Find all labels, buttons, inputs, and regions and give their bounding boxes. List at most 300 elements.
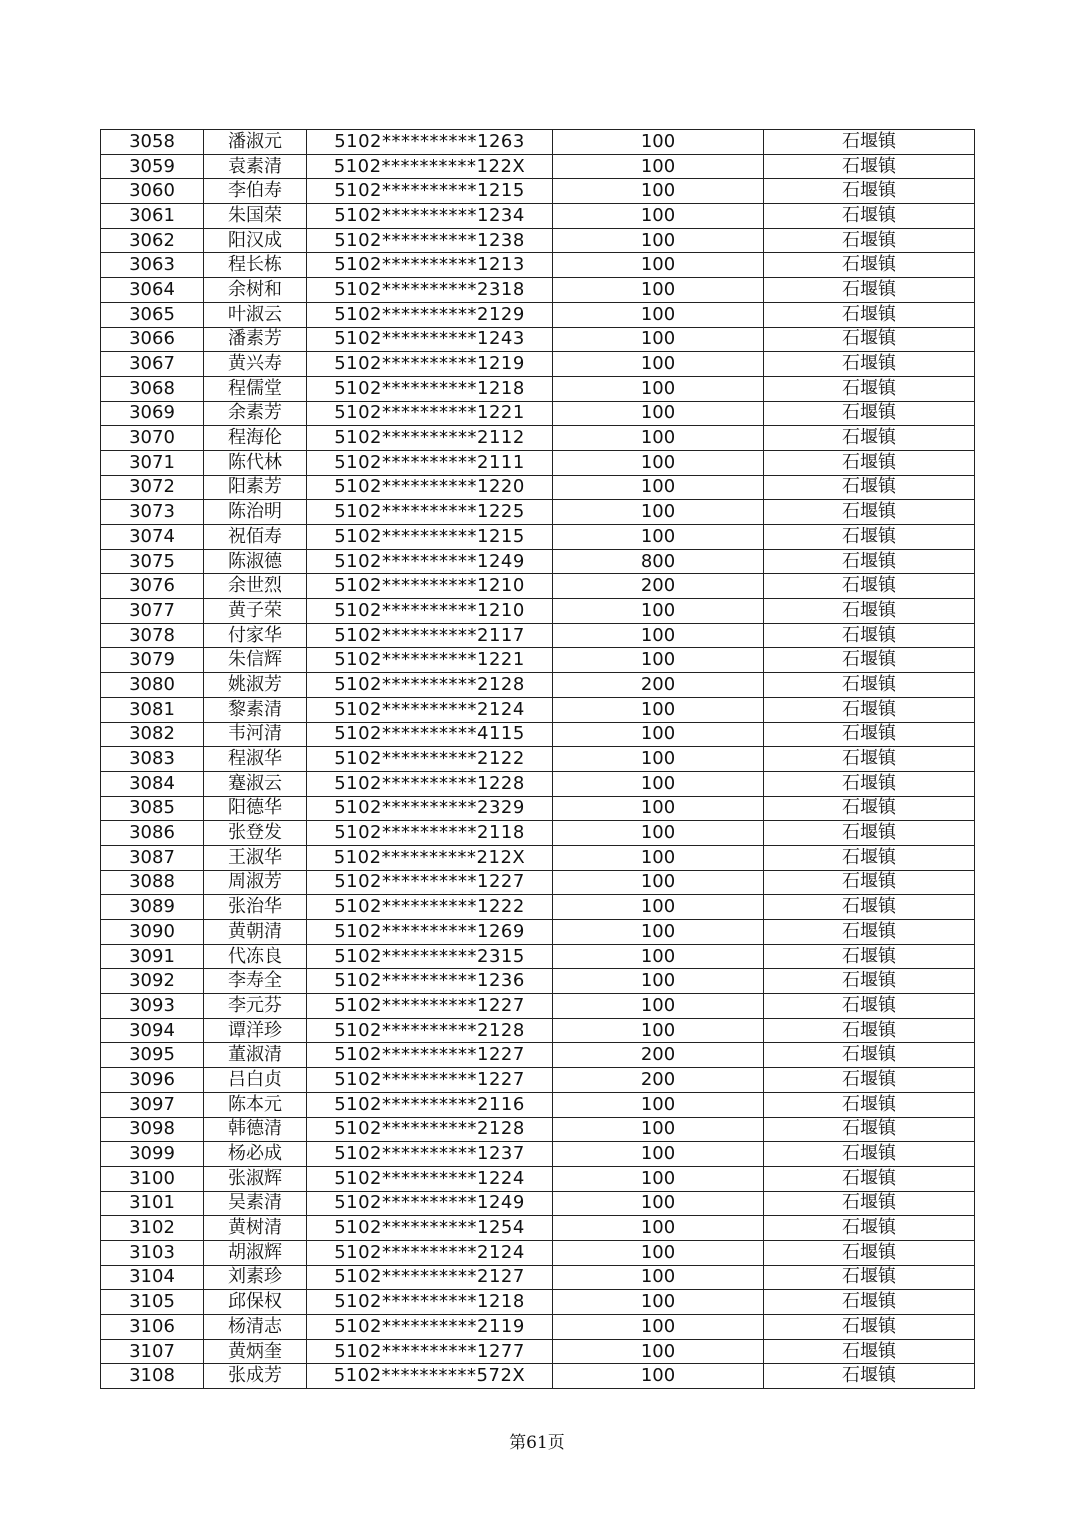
- town-name-cell: 石堰镇: [764, 1315, 975, 1340]
- person-name-cell: 袁素清: [204, 154, 307, 179]
- town-name-cell: 石堰镇: [764, 599, 975, 624]
- town-name-cell: 石堰镇: [764, 228, 975, 253]
- person-name-cell: 陈本元: [204, 1092, 307, 1117]
- amount-cell: 100: [553, 697, 764, 722]
- person-name-cell: 韩德清: [204, 1117, 307, 1142]
- table-row: [101, 179, 975, 204]
- row-number-cell: 3071: [101, 450, 204, 475]
- person-name-cell: 姚淑芳: [204, 673, 307, 698]
- town-name-cell: 石堰镇: [764, 253, 975, 278]
- table-row: [101, 1142, 975, 1167]
- table-row: [101, 1166, 975, 1191]
- person-name-cell: 陈代林: [204, 450, 307, 475]
- town-name-cell: 石堰镇: [764, 771, 975, 796]
- table-row: [101, 302, 975, 327]
- amount-cell: 100: [553, 821, 764, 846]
- row-number-cell: 3080: [101, 673, 204, 698]
- person-name-cell: 张淑辉: [204, 1166, 307, 1191]
- person-name-cell: 叶淑云: [204, 302, 307, 327]
- id-number-cell: 5102**********2318: [307, 278, 553, 303]
- town-name-cell: 石堰镇: [764, 154, 975, 179]
- person-name-cell: 周淑芳: [204, 870, 307, 895]
- row-number-cell: 3067: [101, 352, 204, 377]
- id-number-cell: 5102**********1227: [307, 1068, 553, 1093]
- town-name-cell: 石堰镇: [764, 450, 975, 475]
- amount-cell: 100: [553, 525, 764, 550]
- amount-cell: 800: [553, 549, 764, 574]
- person-name-cell: 黄树清: [204, 1216, 307, 1241]
- row-number-cell: 3095: [101, 1043, 204, 1068]
- town-name-cell: 石堰镇: [764, 302, 975, 327]
- row-number-cell: 3103: [101, 1240, 204, 1265]
- id-number-cell: 5102**********2124: [307, 697, 553, 722]
- amount-cell: 100: [553, 1216, 764, 1241]
- town-name-cell: 石堰镇: [764, 944, 975, 969]
- row-number-cell: 3091: [101, 944, 204, 969]
- amount-cell: 100: [553, 204, 764, 229]
- id-number-cell: 5102**********1277: [307, 1339, 553, 1364]
- id-number-cell: 5102**********1227: [307, 994, 553, 1019]
- table-row: [101, 796, 975, 821]
- town-name-cell: 石堰镇: [764, 475, 975, 500]
- person-name-cell: 董淑清: [204, 1043, 307, 1068]
- table-row: [101, 944, 975, 969]
- amount-cell: 100: [553, 1018, 764, 1043]
- amount-cell: 100: [553, 450, 764, 475]
- id-number-cell: 5102**********1213: [307, 253, 553, 278]
- table-row: [101, 920, 975, 945]
- town-name-cell: 石堰镇: [764, 796, 975, 821]
- table-row: [101, 475, 975, 500]
- id-number-cell: 5102**********1221: [307, 648, 553, 673]
- person-name-cell: 程长栋: [204, 253, 307, 278]
- id-number-cell: 5102**********2129: [307, 302, 553, 327]
- table-row: [101, 895, 975, 920]
- row-number-cell: 3082: [101, 722, 204, 747]
- amount-cell: 100: [553, 747, 764, 772]
- row-number-cell: 3084: [101, 771, 204, 796]
- amount-cell: 100: [553, 302, 764, 327]
- town-name-cell: 石堰镇: [764, 845, 975, 870]
- id-number-cell: 5102**********1238: [307, 228, 553, 253]
- town-name-cell: 石堰镇: [764, 895, 975, 920]
- amount-cell: 100: [553, 599, 764, 624]
- town-name-cell: 石堰镇: [764, 1364, 975, 1389]
- town-name-cell: 石堰镇: [764, 278, 975, 303]
- town-name-cell: 石堰镇: [764, 1339, 975, 1364]
- row-number-cell: 3058: [101, 130, 204, 155]
- person-name-cell: 余素芳: [204, 401, 307, 426]
- town-name-cell: 石堰镇: [764, 1092, 975, 1117]
- person-name-cell: 祝佰寿: [204, 525, 307, 550]
- table-row: [101, 1240, 975, 1265]
- row-number-cell: 3096: [101, 1068, 204, 1093]
- amount-cell: 200: [553, 1068, 764, 1093]
- table-row: [101, 1216, 975, 1241]
- amount-cell: 100: [553, 648, 764, 673]
- table-row: [101, 228, 975, 253]
- amount-cell: 100: [553, 475, 764, 500]
- id-number-cell: 5102**********2329: [307, 796, 553, 821]
- person-name-cell: 潘淑元: [204, 130, 307, 155]
- town-name-cell: 石堰镇: [764, 1240, 975, 1265]
- amount-cell: 100: [553, 1339, 764, 1364]
- person-name-cell: 张成芳: [204, 1364, 307, 1389]
- row-number-cell: 3059: [101, 154, 204, 179]
- person-name-cell: 黄兴寿: [204, 352, 307, 377]
- row-number-cell: 3064: [101, 278, 204, 303]
- table-row: [101, 253, 975, 278]
- id-number-cell: 5102**********2112: [307, 426, 553, 451]
- town-name-cell: 石堰镇: [764, 697, 975, 722]
- beneficiary-table: [100, 129, 975, 1389]
- id-number-cell: 5102**********2118: [307, 821, 553, 846]
- table-body: [101, 130, 975, 1389]
- id-number-cell: 5102**********572X: [307, 1364, 553, 1389]
- table-row: [101, 994, 975, 1019]
- row-number-cell: 3100: [101, 1166, 204, 1191]
- town-name-cell: 石堰镇: [764, 204, 975, 229]
- row-number-cell: 3066: [101, 327, 204, 352]
- town-name-cell: 石堰镇: [764, 1290, 975, 1315]
- id-number-cell: 5102**********1227: [307, 1043, 553, 1068]
- amount-cell: 100: [553, 1290, 764, 1315]
- amount-cell: 100: [553, 796, 764, 821]
- town-name-cell: 石堰镇: [764, 623, 975, 648]
- id-number-cell: 5102**********1210: [307, 599, 553, 624]
- amount-cell: 100: [553, 352, 764, 377]
- amount-cell: 100: [553, 870, 764, 895]
- row-number-cell: 3094: [101, 1018, 204, 1043]
- table-row: [101, 1191, 975, 1216]
- town-name-cell: 石堰镇: [764, 1142, 975, 1167]
- table-row: [101, 623, 975, 648]
- row-number-cell: 3079: [101, 648, 204, 673]
- row-number-cell: 3092: [101, 969, 204, 994]
- id-number-cell: 5102**********2128: [307, 1117, 553, 1142]
- row-number-cell: 3060: [101, 179, 204, 204]
- person-name-cell: 余世烈: [204, 574, 307, 599]
- table-row: [101, 376, 975, 401]
- town-name-cell: 石堰镇: [764, 1043, 975, 1068]
- person-name-cell: 吕白贞: [204, 1068, 307, 1093]
- row-number-cell: 3107: [101, 1339, 204, 1364]
- town-name-cell: 石堰镇: [764, 1117, 975, 1142]
- id-number-cell: 5102**********2111: [307, 450, 553, 475]
- person-name-cell: 黄子荣: [204, 599, 307, 624]
- person-name-cell: 黎素清: [204, 697, 307, 722]
- amount-cell: 100: [553, 130, 764, 155]
- row-number-cell: 3074: [101, 525, 204, 550]
- person-name-cell: 余树和: [204, 278, 307, 303]
- table-row: [101, 574, 975, 599]
- person-name-cell: 韦河清: [204, 722, 307, 747]
- person-name-cell: 朱信辉: [204, 648, 307, 673]
- row-number-cell: 3098: [101, 1117, 204, 1142]
- town-name-cell: 石堰镇: [764, 130, 975, 155]
- table-row: [101, 1364, 975, 1389]
- town-name-cell: 石堰镇: [764, 1068, 975, 1093]
- person-name-cell: 蹇淑云: [204, 771, 307, 796]
- amount-cell: 100: [553, 278, 764, 303]
- row-number-cell: 3090: [101, 920, 204, 945]
- amount-cell: 100: [553, 179, 764, 204]
- table-row: [101, 1290, 975, 1315]
- amount-cell: 100: [553, 845, 764, 870]
- table-row: [101, 697, 975, 722]
- table-row: [101, 154, 975, 179]
- person-name-cell: 阳德华: [204, 796, 307, 821]
- id-number-cell: 5102**********2119: [307, 1315, 553, 1340]
- amount-cell: 100: [553, 969, 764, 994]
- table-row: [101, 722, 975, 747]
- amount-cell: 100: [553, 1191, 764, 1216]
- id-number-cell: 5102**********2122: [307, 747, 553, 772]
- row-number-cell: 3088: [101, 870, 204, 895]
- town-name-cell: 石堰镇: [764, 179, 975, 204]
- id-number-cell: 5102**********1215: [307, 179, 553, 204]
- table-row: [101, 673, 975, 698]
- id-number-cell: 5102**********2116: [307, 1092, 553, 1117]
- amount-cell: 100: [553, 1117, 764, 1142]
- town-name-cell: 石堰镇: [764, 1191, 975, 1216]
- person-name-cell: 杨清志: [204, 1315, 307, 1340]
- id-number-cell: 5102**********1243: [307, 327, 553, 352]
- row-number-cell: 3075: [101, 549, 204, 574]
- table-row: [101, 1339, 975, 1364]
- amount-cell: 100: [553, 1315, 764, 1340]
- amount-cell: 100: [553, 500, 764, 525]
- amount-cell: 200: [553, 574, 764, 599]
- town-name-cell: 石堰镇: [764, 426, 975, 451]
- person-name-cell: 阳素芳: [204, 475, 307, 500]
- person-name-cell: 吴素清: [204, 1191, 307, 1216]
- row-number-cell: 3106: [101, 1315, 204, 1340]
- amount-cell: 100: [553, 376, 764, 401]
- amount-cell: 100: [553, 426, 764, 451]
- person-name-cell: 阳汉成: [204, 228, 307, 253]
- id-number-cell: 5102**********1249: [307, 1191, 553, 1216]
- id-number-cell: 5102**********1224: [307, 1166, 553, 1191]
- amount-cell: 100: [553, 253, 764, 278]
- person-name-cell: 刘素珍: [204, 1265, 307, 1290]
- row-number-cell: 3085: [101, 796, 204, 821]
- row-number-cell: 3089: [101, 895, 204, 920]
- row-number-cell: 3065: [101, 302, 204, 327]
- town-name-cell: 石堰镇: [764, 747, 975, 772]
- person-name-cell: 张登发: [204, 821, 307, 846]
- table-row: [101, 969, 975, 994]
- id-number-cell: 5102**********1218: [307, 376, 553, 401]
- row-number-cell: 3105: [101, 1290, 204, 1315]
- table-row: [101, 771, 975, 796]
- id-number-cell: 5102**********2127: [307, 1265, 553, 1290]
- person-name-cell: 李伯寿: [204, 179, 307, 204]
- town-name-cell: 石堰镇: [764, 1166, 975, 1191]
- table-row: [101, 1117, 975, 1142]
- amount-cell: 100: [553, 327, 764, 352]
- amount-cell: 100: [553, 722, 764, 747]
- amount-cell: 100: [553, 895, 764, 920]
- town-name-cell: 石堰镇: [764, 1265, 975, 1290]
- town-name-cell: 石堰镇: [764, 401, 975, 426]
- row-number-cell: 3087: [101, 845, 204, 870]
- id-number-cell: 5102**********1215: [307, 525, 553, 550]
- table-row: [101, 500, 975, 525]
- table-row: [101, 599, 975, 624]
- id-number-cell: 5102**********1254: [307, 1216, 553, 1241]
- row-number-cell: 3081: [101, 697, 204, 722]
- town-name-cell: 石堰镇: [764, 525, 975, 550]
- row-number-cell: 3068: [101, 376, 204, 401]
- id-number-cell: 5102**********1219: [307, 352, 553, 377]
- amount-cell: 100: [553, 944, 764, 969]
- id-number-cell: 5102**********122X: [307, 154, 553, 179]
- person-name-cell: 陈淑德: [204, 549, 307, 574]
- town-name-cell: 石堰镇: [764, 352, 975, 377]
- person-name-cell: 潘素芳: [204, 327, 307, 352]
- person-name-cell: 李寿全: [204, 969, 307, 994]
- table-row: [101, 1265, 975, 1290]
- amount-cell: 100: [553, 623, 764, 648]
- table-row: [101, 426, 975, 451]
- person-name-cell: 杨必成: [204, 1142, 307, 1167]
- table-row: [101, 549, 975, 574]
- town-name-cell: 石堰镇: [764, 648, 975, 673]
- amount-cell: 100: [553, 994, 764, 1019]
- row-number-cell: 3102: [101, 1216, 204, 1241]
- person-name-cell: 代冻良: [204, 944, 307, 969]
- id-number-cell: 5102**********4115: [307, 722, 553, 747]
- person-name-cell: 谭洋珍: [204, 1018, 307, 1043]
- id-number-cell: 5102**********2128: [307, 1018, 553, 1043]
- row-number-cell: 3108: [101, 1364, 204, 1389]
- row-number-cell: 3078: [101, 623, 204, 648]
- town-name-cell: 石堰镇: [764, 821, 975, 846]
- table-row: [101, 648, 975, 673]
- page-number: 第61页: [509, 1433, 565, 1453]
- person-name-cell: 程海伦: [204, 426, 307, 451]
- town-name-cell: 石堰镇: [764, 376, 975, 401]
- person-name-cell: 胡淑辉: [204, 1240, 307, 1265]
- town-name-cell: 石堰镇: [764, 920, 975, 945]
- id-number-cell: 5102**********1263: [307, 130, 553, 155]
- town-name-cell: 石堰镇: [764, 969, 975, 994]
- person-name-cell: 程儒堂: [204, 376, 307, 401]
- town-name-cell: 石堰镇: [764, 722, 975, 747]
- town-name-cell: 石堰镇: [764, 994, 975, 1019]
- town-name-cell: 石堰镇: [764, 549, 975, 574]
- person-name-cell: 邱保权: [204, 1290, 307, 1315]
- table-row: [101, 352, 975, 377]
- row-number-cell: 3104: [101, 1265, 204, 1290]
- table-row: [101, 747, 975, 772]
- id-number-cell: 5102**********1228: [307, 771, 553, 796]
- id-number-cell: 5102**********212X: [307, 845, 553, 870]
- id-number-cell: 5102**********1218: [307, 1290, 553, 1315]
- id-number-cell: 5102**********1237: [307, 1142, 553, 1167]
- row-number-cell: 3069: [101, 401, 204, 426]
- town-name-cell: 石堰镇: [764, 327, 975, 352]
- table-row: [101, 450, 975, 475]
- row-number-cell: 3097: [101, 1092, 204, 1117]
- table-row: [101, 130, 975, 155]
- town-name-cell: 石堰镇: [764, 1216, 975, 1241]
- id-number-cell: 5102**********1227: [307, 870, 553, 895]
- table-row: [101, 821, 975, 846]
- row-number-cell: 3086: [101, 821, 204, 846]
- row-number-cell: 3072: [101, 475, 204, 500]
- town-name-cell: 石堰镇: [764, 870, 975, 895]
- table-row: [101, 1315, 975, 1340]
- table-row: [101, 1068, 975, 1093]
- id-number-cell: 5102**********1222: [307, 895, 553, 920]
- amount-cell: 100: [553, 401, 764, 426]
- id-number-cell: 5102**********2128: [307, 673, 553, 698]
- id-number-cell: 5102**********1236: [307, 969, 553, 994]
- id-number-cell: 5102**********1225: [307, 500, 553, 525]
- amount-cell: 100: [553, 154, 764, 179]
- person-name-cell: 程淑华: [204, 747, 307, 772]
- table-row: [101, 204, 975, 229]
- id-number-cell: 5102**********2117: [307, 623, 553, 648]
- town-name-cell: 石堰镇: [764, 574, 975, 599]
- person-name-cell: 黄炳奎: [204, 1339, 307, 1364]
- table-row: [101, 1018, 975, 1043]
- id-number-cell: 5102**********1249: [307, 549, 553, 574]
- town-name-cell: 石堰镇: [764, 500, 975, 525]
- town-name-cell: 石堰镇: [764, 673, 975, 698]
- town-name-cell: 石堰镇: [764, 1018, 975, 1043]
- amount-cell: 100: [553, 1364, 764, 1389]
- row-number-cell: 3061: [101, 204, 204, 229]
- amount-cell: 100: [553, 1142, 764, 1167]
- row-number-cell: 3093: [101, 994, 204, 1019]
- person-name-cell: 付家华: [204, 623, 307, 648]
- amount-cell: 100: [553, 1240, 764, 1265]
- id-number-cell: 5102**********2315: [307, 944, 553, 969]
- amount-cell: 100: [553, 228, 764, 253]
- id-number-cell: 5102**********1234: [307, 204, 553, 229]
- row-number-cell: 3062: [101, 228, 204, 253]
- id-number-cell: 5102**********2124: [307, 1240, 553, 1265]
- person-name-cell: 王淑华: [204, 845, 307, 870]
- person-name-cell: 李元芬: [204, 994, 307, 1019]
- person-name-cell: 陈治明: [204, 500, 307, 525]
- table-row: [101, 525, 975, 550]
- table-row: [101, 401, 975, 426]
- amount-cell: 100: [553, 920, 764, 945]
- id-number-cell: 5102**********1221: [307, 401, 553, 426]
- id-number-cell: 5102**********1269: [307, 920, 553, 945]
- row-number-cell: 3077: [101, 599, 204, 624]
- id-number-cell: 5102**********1210: [307, 574, 553, 599]
- id-number-cell: 5102**********1220: [307, 475, 553, 500]
- row-number-cell: 3076: [101, 574, 204, 599]
- person-name-cell: 张治华: [204, 895, 307, 920]
- amount-cell: 100: [553, 1166, 764, 1191]
- person-name-cell: 朱国荣: [204, 204, 307, 229]
- row-number-cell: 3073: [101, 500, 204, 525]
- table-row: [101, 327, 975, 352]
- row-number-cell: 3063: [101, 253, 204, 278]
- table-row: [101, 870, 975, 895]
- row-number-cell: 3083: [101, 747, 204, 772]
- amount-cell: 200: [553, 1043, 764, 1068]
- amount-cell: 200: [553, 673, 764, 698]
- table-row: [101, 1043, 975, 1068]
- row-number-cell: 3099: [101, 1142, 204, 1167]
